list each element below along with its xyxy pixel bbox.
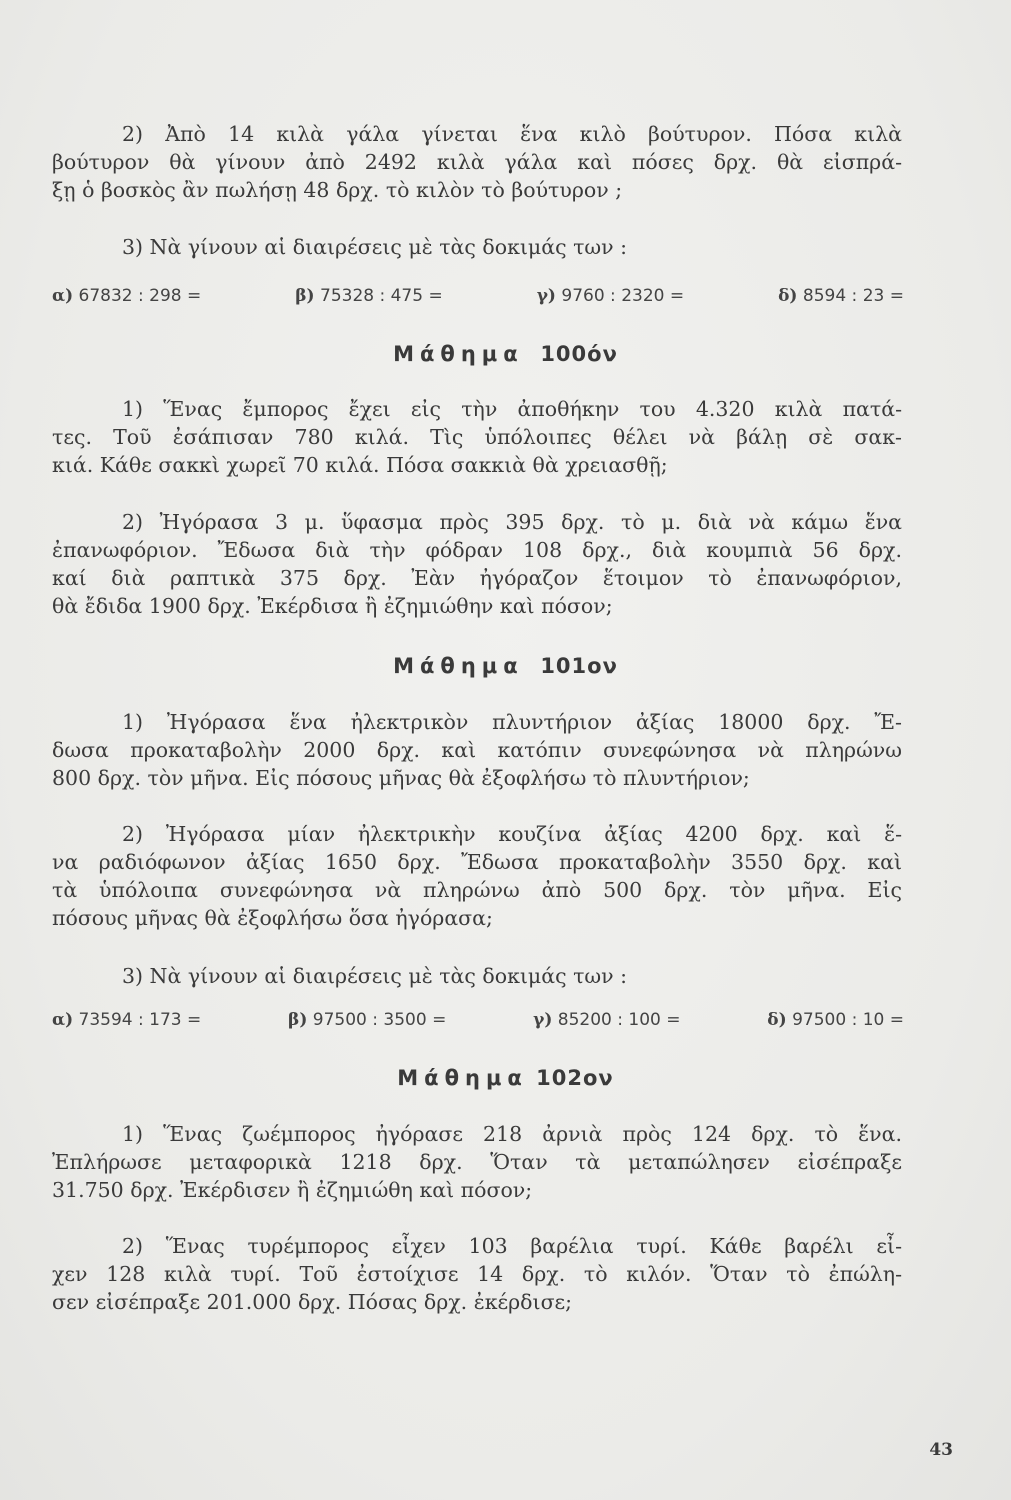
division-label: α) xyxy=(52,1010,74,1030)
text-line: 1) Ἠγόρασα ἕνα ἠλεκτρικὸν πλυντήριον ἀξίας 18000 δρχ. Ἔ- xyxy=(122,710,902,734)
division-label: α) xyxy=(52,286,74,306)
division-item xyxy=(533,1010,680,1030)
text-line: θὰ ἔδιδα 1900 δρχ. Ἐκέρδισα ἢ ἐζημιώθην καὶ πόσον; xyxy=(52,594,613,618)
division-label: δ) xyxy=(767,1010,787,1030)
heading-number: 101ον xyxy=(540,654,618,678)
text-line: καί διὰ ραπτικὰ 375 δρχ. Ἐὰν ἠγόραζον ἕτοιμον τὸ ἐπανωφόριον, xyxy=(52,566,902,590)
division-expr: 73594 : 173 = xyxy=(78,1010,202,1030)
lesson-101-heading xyxy=(0,654,1011,678)
text-line: πόσους μῆνας θὰ ἐξοφλήσω ὅσα ἠγόρασα; xyxy=(52,906,493,930)
division-item xyxy=(52,1010,201,1030)
lesson-100-heading xyxy=(0,342,1011,366)
division-item xyxy=(288,1010,446,1030)
lesson-102-problem-2 xyxy=(52,1232,902,1316)
heading-word: Μάθημα xyxy=(393,654,524,678)
heading-number: 102ον xyxy=(536,1066,614,1090)
text-line: 800 δρχ. τὸν μῆνα. Εἰς πόσους μῆνας θὰ ἐξοφλήσω τὸ πλυντήριον; xyxy=(52,766,750,790)
text-line: ξῃ ὁ βοσκὸς ἂν πωλήσῃ 48 δρχ. τὸ κιλὸν τὸ βούτυρον ; xyxy=(52,178,623,202)
lesson-101-divisions xyxy=(52,1010,904,1030)
text-line: τες. Τοῦ ἐσάπισαν 780 κιλά. Τὶς ὑπόλοιπες θέλει νὰ βάλῃ σὲ σακ- xyxy=(52,425,902,449)
text-line: κιά. Κάθε σακκὶ χωρεῖ 70 κιλά. Πόσα σακκιὰ θὰ χρειασθῇ; xyxy=(52,453,668,477)
text-line: 1) Ἕνας ἔμπορος ἔχει εἰς τὴν ἀποθήκην του 4.320 κιλὰ πατά- xyxy=(122,397,902,421)
division-expr: 75328 : 475 = xyxy=(320,286,443,306)
text-line: 31.750 δρχ. Ἐκέρδισεν ἢ ἐζημιώθη καὶ πόσον; xyxy=(52,1178,533,1202)
division-expr: 8594 : 23 = xyxy=(802,286,904,306)
lesson-101-problem-1 xyxy=(52,708,902,792)
division-item xyxy=(52,286,201,306)
text-line: 2) Ἀπὸ 14 κιλὰ γάλα γίνεται ἕνα κιλὸ βούτυρον. Πόσα κιλὰ xyxy=(122,122,902,146)
text-line: 2) Ἠγόρασα 3 μ. ὕφασμα πρὸς 395 δρχ. τὸ μ. διὰ νὰ κάμω ἕνα xyxy=(122,510,902,534)
division-label: β) xyxy=(295,286,315,306)
text-line: 2) Ἠγόρασα μίαν ἠλεκτρικὴν κουζίνα ἀξίας 4200 δρχ. καὶ ἕ- xyxy=(122,822,902,846)
lesson-101-problem-2 xyxy=(52,820,902,932)
division-expr: 97500 : 3500 = xyxy=(312,1010,447,1030)
lesson-102-problem-1 xyxy=(52,1120,902,1204)
division-item xyxy=(767,1010,904,1030)
division-expr: 97500 : 10 = xyxy=(792,1010,904,1030)
lesson-102-heading xyxy=(0,1066,1011,1090)
text-line: 1) Ἕνας ζωέμπορος ἠγόρασε 218 ἀρνιὰ πρὸς 124 δρχ. τὸ ἕνα. xyxy=(122,1122,902,1146)
lesson-100-problem-2 xyxy=(52,508,902,620)
division-label: δ) xyxy=(778,286,798,306)
division-expr: 67832 : 298 = xyxy=(78,286,202,306)
division-expr: 9760 : 2320 = xyxy=(561,286,685,306)
heading-word: Μάθημα xyxy=(393,342,524,366)
page-number: 43 xyxy=(929,1440,953,1460)
text-line: να ραδιόφωνον ἀξίας 1650 δρχ. Ἔδωσα προκαταβολὴν 3550 δρχ. καὶ xyxy=(52,850,902,874)
text-line: 3) Νὰ γίνουν αἱ διαιρέσεις μὲ τὰς δοκιμάς των : xyxy=(122,235,628,259)
division-item xyxy=(295,286,442,306)
intro-problem-2 xyxy=(52,120,902,204)
division-item xyxy=(537,286,684,306)
division-label: β) xyxy=(288,1010,308,1030)
division-item xyxy=(778,286,904,306)
text-line: τὰ ὑπόλοιπα συνεφώνησα νὰ πληρώνω ἀπὸ 500 δρχ. τὸν μῆνα. Εἰς xyxy=(52,878,902,902)
division-label: γ) xyxy=(536,286,556,306)
text-line: 2) Ἕνας τυρέμπορος εἶχεν 103 βαρέλια τυρί. Κάθε βαρέλι εἶ- xyxy=(122,1234,902,1258)
intro-divisions xyxy=(52,286,904,306)
lesson-100-problem-1 xyxy=(52,395,902,479)
division-label: γ) xyxy=(533,1010,553,1030)
text-line: ἐπανωφόριον. Ἔδωσα διὰ τὴν φόδραν 108 δρχ., διὰ κουμπιὰ 56 δρχ. xyxy=(52,538,902,562)
text-line: δωσα προκαταβολὴν 2000 δρχ. καὶ κατόπιν συνεφώνησα νὰ πληρώνω xyxy=(52,738,902,762)
division-expr: 85200 : 100 = xyxy=(557,1010,681,1030)
text-line: 3) Νὰ γίνουν αἱ διαιρέσεις μὲ τὰς δοκιμάς των : xyxy=(122,964,628,988)
intro-problem-3 xyxy=(52,233,902,261)
text-line: χεν 128 κιλὰ τυρί. Τοῦ ἐστοίχισε 14 δρχ. τὸ κιλόν. Ὅταν τὸ ἐπώλη- xyxy=(52,1262,902,1286)
text-line: βούτυρον θὰ γίνουν ἀπὸ 2492 κιλὰ γάλα καὶ πόσες δρχ. θὰ εἰσπρά- xyxy=(52,150,902,174)
heading-number: 100όν xyxy=(540,342,618,366)
text-line: Ἐπλήρωσε μεταφορικὰ 1218 δρχ. Ὅταν τὰ μεταπώλησεν εἰσέπραξε xyxy=(52,1150,902,1174)
text-line: σεν εἰσέπραξε 201.000 δρχ. Πόσας δρχ. ἐκέρδισε; xyxy=(52,1290,573,1314)
lesson-101-problem-3 xyxy=(52,962,902,990)
heading-word: Μάθημα xyxy=(397,1066,528,1090)
